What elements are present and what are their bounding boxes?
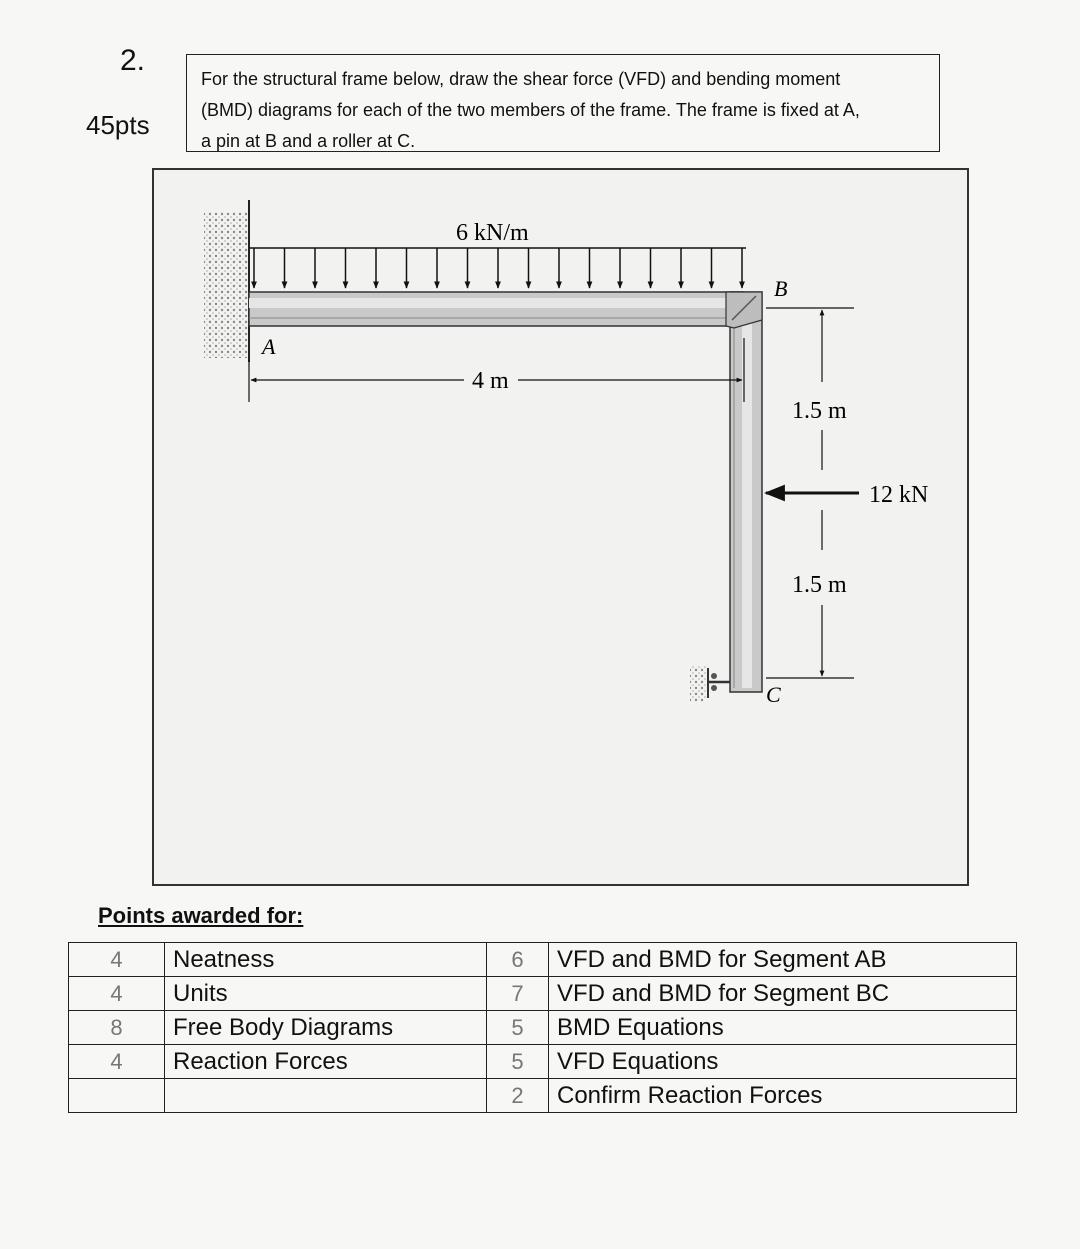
- criterion-cell: Neatness: [165, 943, 487, 977]
- table-row: [69, 977, 487, 1011]
- criterion-cell: Reaction Forces: [165, 1045, 487, 1079]
- table-row: [487, 1045, 1017, 1079]
- criterion-cell: VFD and BMD for Segment BC: [549, 977, 1017, 1011]
- member-ab: [249, 292, 744, 326]
- criterion-cell: Units: [165, 977, 487, 1011]
- label-b: B: [774, 276, 788, 301]
- table-row: [69, 1079, 487, 1113]
- span-label: 4 m: [472, 368, 509, 394]
- points-cell: 4: [69, 1045, 165, 1079]
- frame-figure: [152, 168, 969, 886]
- points-cell: 7: [487, 977, 549, 1011]
- label-a: A: [262, 334, 276, 359]
- prompt-line: (BMD) diagrams for each of the two members of the frame. The frame is fixed at A,: [201, 100, 860, 120]
- table-row: [487, 977, 1017, 1011]
- points-cell: 6: [487, 943, 549, 977]
- points-cell: 4: [69, 977, 165, 1011]
- criterion-cell: Free Body Diagrams: [165, 1011, 487, 1045]
- table-row: [69, 1045, 487, 1079]
- question-points: 45pts: [86, 110, 150, 140]
- load-label: 6 kN/m: [456, 220, 529, 246]
- rubric-table-left: [68, 942, 487, 1113]
- rubric-title: Points awarded for:: [98, 903, 304, 928]
- criterion-cell: VFD Equations: [549, 1045, 1017, 1079]
- prompt-line: a pin at B and a roller at C.: [201, 131, 416, 151]
- criterion-cell: [165, 1079, 487, 1113]
- distributed-load: [249, 248, 746, 288]
- points-cell: 5: [487, 1011, 549, 1045]
- question-prompt: [186, 54, 940, 152]
- rubric-table-right: [486, 942, 1017, 1113]
- table-row: [487, 1079, 1017, 1113]
- table-row: [69, 943, 487, 977]
- member-bc: [730, 292, 762, 692]
- points-cell: 2: [487, 1079, 549, 1113]
- criterion-cell: Confirm Reaction Forces: [549, 1079, 1017, 1113]
- label-c: C: [766, 682, 781, 707]
- points-cell: 5: [487, 1045, 549, 1079]
- prompt-line: For the structural frame below, draw the shear force (VFD) and bending moment: [201, 69, 841, 89]
- points-cell: 4: [69, 943, 165, 977]
- table-row: [69, 1011, 487, 1045]
- upper-height-label: 1.5 m: [792, 398, 847, 424]
- fixed-wall-support: [204, 212, 248, 358]
- point-load-label: 12 kN: [869, 482, 929, 508]
- table-row: [487, 1011, 1017, 1045]
- question-number: 2.: [120, 44, 146, 77]
- table-row: [487, 943, 1017, 977]
- roller-support: [690, 666, 730, 702]
- points-cell: [69, 1079, 165, 1113]
- lower-height-label: 1.5 m: [792, 572, 847, 598]
- criterion-cell: VFD and BMD for Segment AB: [549, 943, 1017, 977]
- criterion-cell: BMD Equations: [549, 1011, 1017, 1045]
- frame-diagram: [154, 170, 967, 884]
- points-cell: 8: [69, 1011, 165, 1045]
